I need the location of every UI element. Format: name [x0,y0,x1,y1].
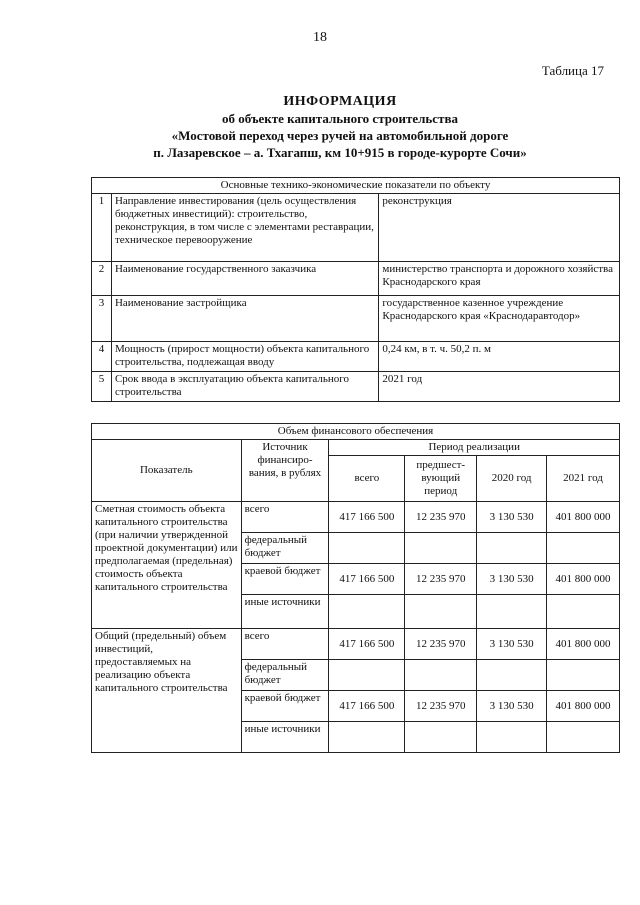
source-cell: всего [241,629,329,660]
header-period: Период реализации [329,440,620,456]
indicators-table [91,177,620,402]
financing-row [92,502,620,533]
indicator-name: Срок ввода в эксплуатацию объекта капитального строительства [111,372,378,402]
indicator-number: 2 [92,262,112,296]
header-total: всего [329,456,405,502]
financing-header-row [92,440,620,456]
header-indicator: Показатель [92,440,242,502]
financing-section-title: Объем финансового обеспечения [92,424,620,440]
header-previous: предшест-вующий период [405,456,477,502]
total-cell: 417 166 500 [329,691,405,722]
indicator-name: Направление инвестирования (цель осуществления бюджетных инвестиций): строительство, реконструкция, в том числе с элементами реставрации, техническое перевооружение [111,194,378,262]
previous-cell: 12 235 970 [405,691,477,722]
indicator-number: 4 [92,342,112,372]
indicator-value: министерство транспорта и дорожного хозяйства Краснодарского края [379,262,620,296]
indicator-value: государственное казенное учреждение Краснодарского края «Краснодаравтодор» [379,296,620,342]
source-cell: всего [241,502,329,533]
indicator-name: Мощность (прирост мощности) объекта капитального строительства, подлежащая вводу [111,342,378,372]
table-label: Таблица 17 [541,63,604,78]
header-source: Источник финансиро-вания, в рублях [241,440,329,502]
header-2021: 2021 год [547,456,620,502]
y2020-cell: 3 130 530 [477,691,547,722]
y2021-cell: 401 800 000 [547,629,620,660]
y2021-cell [547,722,620,753]
total-cell: 417 166 500 [329,564,405,595]
group-label: Общий (предельный) объем инвестиций, предоставляемых на реализацию объекта капитального строительства [92,629,242,753]
y2021-cell [547,595,620,629]
indicators-section-title: Основные технико-экономические показатели по объекту [92,178,620,194]
source-cell: иные источники [241,722,329,753]
document-heading [60,93,620,161]
previous-cell [405,660,477,691]
y2020-cell [477,660,547,691]
indicator-row [92,296,620,342]
financing-table [91,423,620,753]
source-cell: федеральный бюджет [241,660,329,691]
indicator-value: 2021 год [379,372,620,402]
y2020-cell [477,595,547,629]
page-number: 18 [313,30,327,45]
y2020-cell [477,722,547,753]
previous-cell: 12 235 970 [405,629,477,660]
indicator-row [92,372,620,402]
indicator-number: 1 [92,194,112,262]
header-2020: 2020 год [477,456,547,502]
indicator-number: 5 [92,372,112,402]
financing-row [92,629,620,660]
total-cell: 417 166 500 [329,629,405,660]
previous-cell [405,595,477,629]
previous-cell [405,722,477,753]
heading-line-2: «Мостовой переход через ручей на автомобильной дороге [171,128,509,143]
y2021-cell [547,533,620,564]
y2020-cell: 3 130 530 [477,629,547,660]
y2020-cell [477,533,547,564]
heading-title: ИНФОРМАЦИЯ [283,94,397,109]
y2021-cell: 401 800 000 [547,502,620,533]
indicator-name: Наименование государственного заказчика [111,262,378,296]
source-cell: федеральный бюджет [241,533,329,564]
heading-line-3: п. Лазаревское – а. Тхагапш, км 10+915 в городе-курорте Сочи» [153,145,527,160]
heading-line-1: об объекте капитального строительства [222,111,458,126]
total-cell [329,533,405,564]
previous-cell: 12 235 970 [405,502,477,533]
indicator-number: 3 [92,296,112,342]
indicator-row [92,194,620,262]
indicator-row [92,262,620,296]
total-cell [329,722,405,753]
y2021-cell: 401 800 000 [547,564,620,595]
y2020-cell: 3 130 530 [477,502,547,533]
financing-title-row [92,424,620,440]
total-cell: 417 166 500 [329,502,405,533]
indicator-name: Наименование застройщика [111,296,378,342]
indicator-row [92,342,620,372]
source-cell: краевой бюджет [241,691,329,722]
source-cell: краевой бюджет [241,564,329,595]
y2020-cell: 3 130 530 [477,564,547,595]
previous-cell [405,533,477,564]
source-cell: иные источники [241,595,329,629]
indicator-value: реконструкция [379,194,620,262]
y2021-cell: 401 800 000 [547,691,620,722]
indicators-title-row [92,178,620,194]
y2021-cell [547,660,620,691]
previous-cell: 12 235 970 [405,564,477,595]
total-cell [329,595,405,629]
indicator-value: 0,24 км, в т. ч. 50,2 п. м [379,342,620,372]
total-cell [329,660,405,691]
group-label: Сметная стоимость объекта капитального строительства (при наличии утвержденной проектной документации) или предполагаемая (предельная) стоимость объекта капитального строительства [92,502,242,629]
